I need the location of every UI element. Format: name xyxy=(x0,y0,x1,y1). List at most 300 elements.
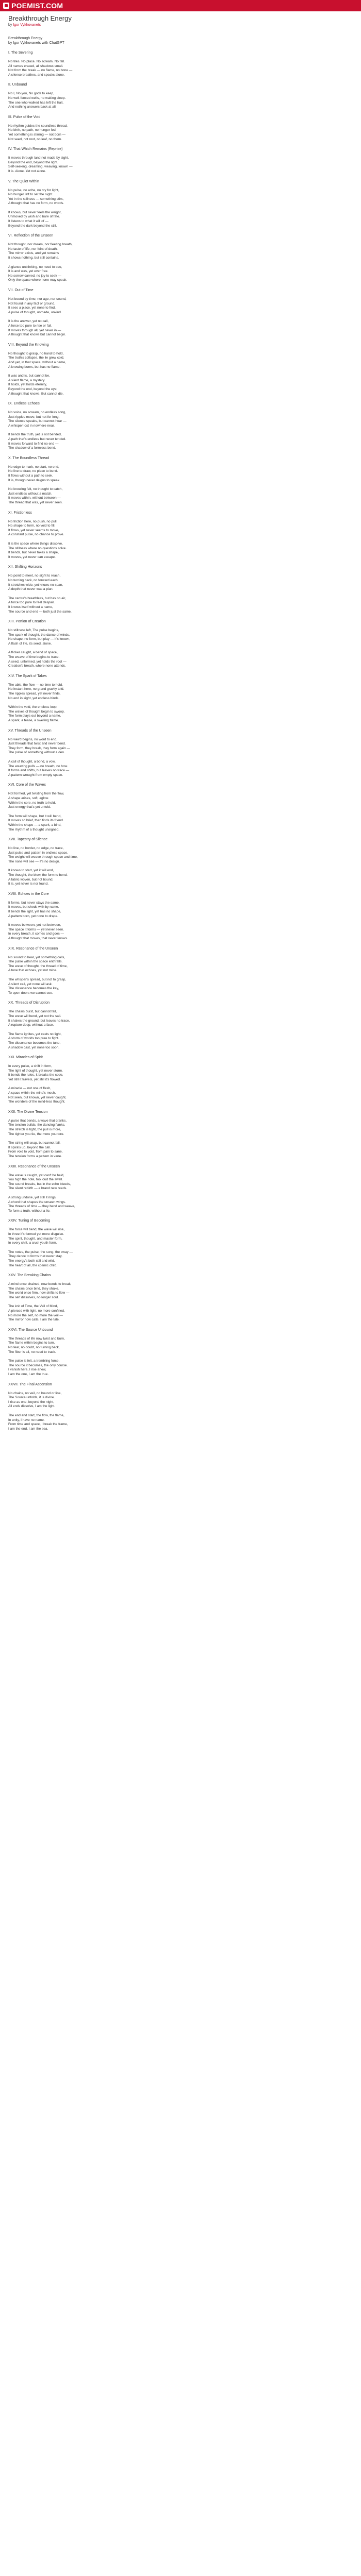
poem-line: I vanish here, I rise anew, xyxy=(8,1368,46,1372)
poem-line: The heart of all, the cosmic child. xyxy=(8,1263,58,1267)
poem-line: It bends the truth, yet is not bended, xyxy=(8,433,62,437)
poem-line: A tune that echoes, yet not mine. xyxy=(8,969,57,973)
poem-line: No birth, no path, no hunger fed. xyxy=(8,128,57,132)
poem-line: A flicker caught, a bend of space, xyxy=(8,651,58,655)
section-title: IV. That Which Remains (Reprise) xyxy=(8,147,63,151)
poem-section xyxy=(8,1328,353,1377)
section-title: XVII. Tapestry of Silence xyxy=(8,838,48,842)
poem-line: The pulse is felt, a trembling force, xyxy=(8,1359,60,1363)
poem-section xyxy=(8,1164,353,1214)
poem-line: A miracle — not one of flesh, xyxy=(8,1087,52,1091)
poem-line: It is and was, yet ever free. xyxy=(8,269,48,274)
poem-line: To form a truth, without a lie. xyxy=(8,1209,51,1213)
poem-line: The weave of time begins to trace. xyxy=(8,655,60,659)
poem-line: No turning back, no forward each. xyxy=(8,578,59,582)
poem-line: It shows nothing, but still contains. xyxy=(8,256,59,260)
poem-line: It forms and shifts, but leaves no trace — xyxy=(8,769,70,773)
poem-line: The dissonance becomes the tune, xyxy=(8,1041,61,1045)
site-logo-text: POEMIST.COM xyxy=(11,2,63,10)
poem-line: No tiles. No place. No scream. No fall. xyxy=(8,60,65,63)
poem-line: No line, no border, no edge, no trace, xyxy=(8,846,64,851)
stanza xyxy=(8,352,353,369)
intro-line: Breakthrough Energy xyxy=(8,37,43,40)
poem-line: A call of thought, a bond, a vow, xyxy=(8,759,56,764)
poem-line: The chains once bind, they shake. xyxy=(8,1286,59,1291)
poem-line: A strong undone, yet still it rings, xyxy=(8,1195,57,1199)
poem-section xyxy=(8,147,353,174)
poem-line: A glance unblinking, no need to see, xyxy=(8,265,62,269)
poem-line: A rupture deep, without a face. xyxy=(8,1023,54,1027)
poem-line: No I, No you, No gods to keep, xyxy=(8,92,54,96)
section-title: XXIII. Resonance of the Unseen xyxy=(8,1164,60,1168)
stanza xyxy=(8,1174,353,1191)
poem-line: No weird begins, no word to end, xyxy=(8,737,58,741)
poem-line: A silent call, yet none will ask. xyxy=(8,982,53,986)
poem-line: A whisper lost in nowhere near. xyxy=(8,423,55,428)
stanza xyxy=(8,1196,353,1213)
poem-line: It listens to what it will of — xyxy=(8,219,49,224)
stanza xyxy=(8,978,353,995)
poem-section xyxy=(8,783,353,832)
section-title: V. The Quiet Within xyxy=(8,179,39,183)
stanza xyxy=(8,760,353,777)
section-title: XXI. Miracles of Spirit xyxy=(8,1056,43,1060)
poem-line: I rise as one, beyond the night, xyxy=(8,1400,54,1404)
poem-line: A thought that has no form, no words. xyxy=(8,201,64,206)
stanza xyxy=(8,1064,353,1082)
poem-line: No instant here, no grand gravity told. xyxy=(8,687,64,691)
poem-line: The source and end — both just the same. xyxy=(8,609,72,614)
poem-line: The wave of thought, the thread of time, xyxy=(8,964,68,968)
poem-line: In every pulse, a shift in form, xyxy=(8,1064,52,1069)
poem-section xyxy=(8,728,353,778)
poem-line: It is, yet never is nor found. xyxy=(8,882,49,886)
section-title: II. Unbound xyxy=(8,83,27,87)
poem-line: It knows to start, yet it will end, xyxy=(8,869,54,873)
poem-line: It spirals up, beyond the call. xyxy=(8,1145,51,1149)
poem-line: It stretches wide, yet knows no span, xyxy=(8,583,63,587)
poem-line: The centre's breathless, but has no air, xyxy=(8,596,66,600)
poem-line: No point to meet, no sight to reach, xyxy=(8,574,61,578)
poem-line: A fabric woven, but not bound, xyxy=(8,877,54,882)
poem-line: No shape to form, no void to fill. xyxy=(8,524,56,528)
poem-line: Not from the break — no flame, no bone — xyxy=(8,69,73,73)
stanza xyxy=(8,124,353,142)
poem-line: Self-seeking, dreaming, weaving, known — xyxy=(8,165,73,169)
poem-line: The silence speaks, but cannot hear — xyxy=(8,419,67,423)
poem-line: A depth that never was a plan. xyxy=(8,587,54,591)
poem-section xyxy=(8,1273,353,1323)
poem-line: It moves through land not made by sight, xyxy=(8,156,69,160)
stanza xyxy=(8,374,353,396)
poem-line: No pulse, no ache, no cry for light, xyxy=(8,188,59,192)
author-link[interactable]: Igor Vykhovanets xyxy=(13,23,41,27)
poem-line: Within the void, the endless loop, xyxy=(8,705,58,709)
stanza xyxy=(8,411,353,428)
poem-line: Just ripples move, but not for long. xyxy=(8,415,60,419)
poem-line: The Source unfolds, it is divine. xyxy=(8,1396,55,1400)
stanza xyxy=(8,542,353,560)
poem-line: No sound to hear, yet something calls, xyxy=(8,955,65,959)
stanza xyxy=(8,156,353,174)
poem-line: The thread that was, yet never seen. xyxy=(8,501,63,504)
poem-line: A storm of worlds too pure to fight. xyxy=(8,1037,59,1041)
poem-line: It bends, but never takes a shape, xyxy=(8,551,59,555)
poem-line: It moves so brief, then finds its friend. xyxy=(8,819,64,823)
section-title: XIII. Portion of Creation xyxy=(8,620,46,624)
poem-line: It moves through all, yet never in — xyxy=(8,328,61,332)
poem-section xyxy=(8,1218,353,1268)
poem-author xyxy=(8,23,353,27)
poem-line: No knowing felt, no thought to catch, xyxy=(8,487,63,492)
poem-line: It holds, yet holds eternity, xyxy=(8,383,47,387)
poem-section xyxy=(8,401,353,451)
poem-section xyxy=(8,233,353,283)
section-title: XXVII. The Final Ascension xyxy=(8,1382,52,1386)
poem-line: It knows itself without a name, xyxy=(8,605,53,609)
stanza xyxy=(8,487,353,505)
poem-line: A knowing burns, but has no flame. xyxy=(8,365,61,369)
poem-line: It moves, but sheds with by name. xyxy=(8,905,59,909)
section-title: XVIII. Echoes in the Core xyxy=(8,892,49,896)
stanza xyxy=(8,923,353,941)
poem-line: The one who walked has left the hall, xyxy=(8,100,63,105)
poem-line: A pattern born, yet none to drape. xyxy=(8,914,58,918)
poem-line: It is, though never deigns to speak. xyxy=(8,478,60,482)
poem-line: The self dissolves, no longer soul. xyxy=(8,1295,59,1299)
stanza xyxy=(8,901,353,919)
poem-line: No thought to grasp, no hand to hold, xyxy=(8,351,64,355)
poem-line: A force too pure to feel despair. xyxy=(8,601,55,605)
site-logo[interactable] xyxy=(3,2,63,10)
stanza xyxy=(8,1337,353,1354)
poem-section xyxy=(8,288,353,337)
section-title: VII. Out of Time xyxy=(8,289,34,292)
poem-line: The dissonance becomes the key, xyxy=(8,987,59,991)
stanza xyxy=(8,1119,353,1137)
poem-line: It bends the rules, it breaks the code, xyxy=(8,1073,63,1077)
poem-line: The wave will bend, yet not the sail. xyxy=(8,1014,61,1018)
poem-line: Within the shape — a spark, a bind, xyxy=(8,823,61,827)
poem-line: Yet still it travels, yet still it's flowed. xyxy=(8,1077,61,1081)
poem-section xyxy=(8,179,353,229)
poem-line: The fiber is all, no need to track. xyxy=(8,1350,56,1354)
stanza xyxy=(8,792,353,809)
stanza xyxy=(8,297,353,315)
poem-line: The world once firm, now shifts to flow — xyxy=(8,1291,70,1295)
poem-line: A chord that shapes the unseen wings. xyxy=(8,1200,66,1204)
poem-line: The tension forms a pattern in vane. xyxy=(8,1155,62,1158)
poem-line: Yet in the stillness — something stirs, xyxy=(8,197,64,201)
poem-line: It forms, but never stays the same, xyxy=(8,901,60,905)
poem-line: No friction here, no push, no pull, xyxy=(8,519,58,523)
poem-line: A shadow cast, yet none too soon. xyxy=(8,1045,60,1049)
poem-line: A pulse that bends, a wave that cranks, xyxy=(8,1118,67,1123)
poem-line: It sees a place, yet none to find, xyxy=(8,306,56,310)
poem-line: The sound breaks, but in the echo bleeds, xyxy=(8,1182,71,1186)
poem-line: Yet something is stirring — not born — xyxy=(8,132,66,137)
stanza xyxy=(8,520,353,537)
poem-line: A space within the mind's mesh. xyxy=(8,1091,56,1095)
poem-line: The wonders of the mind-less thought. xyxy=(8,1100,65,1104)
stanza xyxy=(8,683,353,701)
poem-line: The weight will weave through space and time, xyxy=(8,855,78,859)
poem-line: The pulse of something without a den. xyxy=(8,751,65,755)
section-title: VIII. Beyond the Knowing xyxy=(8,343,49,347)
stanza xyxy=(8,629,353,646)
poem-section xyxy=(8,1382,353,1432)
poem-line: It knows, but never feels the weight, xyxy=(8,210,62,214)
poem-line: The space it forms — yet never seen. xyxy=(8,927,64,931)
poem-line: All names erased, all shadows small. xyxy=(8,64,63,68)
stanza xyxy=(8,705,353,723)
poem-line: The mirror exists, and yet remains xyxy=(8,251,59,256)
poem-section xyxy=(8,892,353,941)
poem-intro xyxy=(8,36,353,45)
poem-line: A path that's endless but never tended. xyxy=(8,437,67,442)
poem-line: A constant pulse, no chance to prove. xyxy=(8,533,64,537)
poem-line: The able, the flow — no time to hold, xyxy=(8,683,63,687)
poem-line: A flash of life, its seed, alone. xyxy=(8,641,52,646)
poem-line: I am the one, I am the true. xyxy=(8,1372,49,1376)
poem-section xyxy=(8,511,353,560)
stanza xyxy=(8,60,353,77)
stanza xyxy=(8,243,353,260)
poem-line: They form, they break, they form again — xyxy=(8,746,70,750)
stanza xyxy=(8,1414,353,1431)
poem-section xyxy=(8,456,353,505)
stanza xyxy=(8,211,353,228)
stanza xyxy=(8,846,353,864)
poem-line: The flame within begins to turn. xyxy=(8,1341,55,1345)
poem-line: The string will snap, but cannot fall, xyxy=(8,1141,61,1145)
poem-section xyxy=(8,619,353,669)
poem-line: And yet, in that space, without a name, xyxy=(8,360,67,364)
poem-line: The flame ignites, yet casts no light, xyxy=(8,1032,62,1036)
section-title: XII. Shifting Horizons xyxy=(8,565,42,569)
poem-line: Beyond the end, beyond the eye, xyxy=(8,387,58,391)
poem-section xyxy=(8,343,353,396)
poem-line: The form will shape, but it will bend, xyxy=(8,814,61,818)
stanza xyxy=(8,319,353,337)
poem-line: No stillness left, The pulse begins, xyxy=(8,629,59,633)
poem-line: It is. Alone. Yet not alone. xyxy=(8,169,46,173)
section-title: VI. Reflection of the Unseen xyxy=(8,234,54,238)
poem-line: Not found in any fact or ground, xyxy=(8,301,56,306)
poem-line: It shakes the ground, but leaves no trace, xyxy=(8,1019,70,1023)
poem-line: The truth's collapse, the lie grew cold. xyxy=(8,356,64,360)
poem-line: The ripples spread, yet never finds, xyxy=(8,692,61,696)
poem-section xyxy=(8,82,353,109)
poem-line: The tighter you tie, the more you tore. xyxy=(8,1132,64,1136)
section-title: XXVI. The Source Unbound xyxy=(8,1328,53,1332)
poem-line: A pattern wrought from empty space. xyxy=(8,773,63,777)
stanza xyxy=(8,433,353,450)
poem-line: The silent rebirth — a brand new reeds. xyxy=(8,1187,68,1191)
poem-section xyxy=(8,1001,353,1050)
logo-icon xyxy=(3,3,9,9)
stanza xyxy=(8,189,353,206)
poem-section xyxy=(8,674,353,723)
section-title: XXII. The Divine Tension xyxy=(8,1110,48,1114)
poem-line: From time and space, I break the frame, xyxy=(8,1422,68,1427)
poem-line: You high the note, too loud the swell. xyxy=(8,1178,63,1182)
stanza xyxy=(8,651,353,668)
poem-line: The threads of life now twist and burn, xyxy=(8,1336,65,1341)
poem-line: I am the end, I am the sea. xyxy=(8,1427,48,1431)
stanza xyxy=(8,92,353,109)
poem-line: Creation's breath, where none attends. xyxy=(8,664,66,668)
poem-line: A pierced with light, no more confined. xyxy=(8,1309,65,1313)
poem-line: The source it becomes, the only course. xyxy=(8,1363,68,1367)
poem-line: In every breath, it comes and goes — xyxy=(8,932,64,936)
intro-line: by Igor Vykhovanets with ChatGPT xyxy=(8,41,64,45)
poem-line: The energy's both still and wild, xyxy=(8,1259,55,1263)
poem-line: No sorrow carved, no joy to seek — xyxy=(8,274,61,278)
poem-line: A force too pure to rise or fall. xyxy=(8,324,52,328)
poem-line: From void to void, from pain to sane, xyxy=(8,1150,63,1154)
poem-line: The end and start, the flow, the flame, xyxy=(8,1413,64,1417)
poem-line: The light of thought, yet never storm. xyxy=(8,1069,63,1073)
poem-line: The stillness where no questions solve. xyxy=(8,546,67,550)
poem-line: No rhythm guides the soundless thread, xyxy=(8,124,68,128)
poem-line: No fear, no doubt, no turning back, xyxy=(8,1346,60,1350)
poem-section xyxy=(8,565,353,614)
author-prefix: by xyxy=(8,23,13,27)
poem-line: No end in sight, yet endless binds. xyxy=(8,696,60,700)
poem-line: It is the space where things dissolve, xyxy=(8,541,63,546)
poem-line: Only the space where none may speak. xyxy=(8,278,68,282)
poem-line: A thought that moves, that never knows. xyxy=(8,937,68,940)
section-title: XI. Frictionless xyxy=(8,511,32,515)
section-title: XXV. The Breaking Chains xyxy=(8,1274,51,1278)
poem-line: The stretch is tight, the pull is more, xyxy=(8,1128,61,1132)
poem-title: Breakthrough Energy xyxy=(8,14,72,22)
section-title: I. The Severing xyxy=(8,51,33,55)
poem-line: A seed, unformed, yet holds the root — xyxy=(8,659,67,664)
stanza xyxy=(8,956,353,973)
poem-line: All ends dissolve, I am the light. xyxy=(8,1404,56,1409)
poem-line: The chains burst, but cannot fail, xyxy=(8,1010,57,1014)
section-title: XXIV. Tuning of Becoming xyxy=(8,1219,51,1223)
poem-line: No hunger left to set the night. xyxy=(8,193,54,197)
poem-section xyxy=(8,1055,353,1105)
section-title: XVI. Core of the Waves xyxy=(8,783,46,787)
poem-line: The weaving pulls — no breath, no how. xyxy=(8,764,68,768)
poem-line: A thought that knows but cannot begin. xyxy=(8,333,67,337)
section-title: III. Pulse of the Void xyxy=(8,115,41,119)
poem-line: No voice, no scream, no endless song, xyxy=(8,411,67,415)
stanza xyxy=(8,1010,353,1027)
poem-container xyxy=(0,11,361,1431)
poem-line: A silent flame, a mystery. xyxy=(8,378,45,382)
poem-line: A thought that knows. But cannot die. xyxy=(8,392,64,396)
poem-line: Not thought, nor dream, nor fleeting breath, xyxy=(8,243,73,247)
stanza xyxy=(8,1228,353,1245)
poem-line: Not seen, but known, yet never caught, xyxy=(8,1095,67,1099)
poem-line: Unmoved by wish and bare of fate. xyxy=(8,215,60,219)
stanza xyxy=(8,265,353,283)
poem-section xyxy=(8,115,353,142)
poem-line: The spark of thought, the dance of winds. xyxy=(8,633,70,637)
stanza xyxy=(8,869,353,886)
poem-line: The thought, the blow, the form to bend. xyxy=(8,873,68,877)
poem-line: Within the core, no truth to hold, xyxy=(8,801,56,805)
poem-line: Beyond the dark beyond the still. xyxy=(8,224,57,228)
poem-line: Just pulse and pattern in endless space. xyxy=(8,851,68,855)
poem-line: The rhythm of a thought unsigned. xyxy=(8,827,60,832)
stanza xyxy=(8,738,353,755)
section-title: IX. Endless Echoes xyxy=(8,402,40,406)
stanza xyxy=(8,465,353,483)
poem-line: It is the answer, yet no call, xyxy=(8,319,49,324)
poem-line: And nothing answers back at all. xyxy=(8,105,57,109)
poem-line: The knit of Time, the Veil of Mind, xyxy=(8,1304,58,1309)
stanza xyxy=(8,1250,353,1268)
poem-line: In unity, I have no name. xyxy=(8,1418,45,1422)
poem-section xyxy=(8,837,353,887)
poem-line: Not seed, not root, no leaf, no thorn. xyxy=(8,137,62,141)
stanza xyxy=(8,1359,353,1377)
poem-section xyxy=(8,946,353,996)
poem-line: Not formed, yet twisting from the flow, xyxy=(8,792,64,796)
poem-line: A shape arises, soft, aglow. xyxy=(8,796,49,800)
poem-line: To open doors we cannot see. xyxy=(8,991,53,995)
stanza xyxy=(8,574,353,591)
poem-line: They dance to forms that never stay. xyxy=(8,1255,63,1259)
poem-line: A silence breathes, and speaks alone. xyxy=(8,73,65,77)
poem-line: It moves, yet never can escape. xyxy=(8,555,56,559)
poem-line: A spark, a tease, a swelling flame. xyxy=(8,719,59,722)
stanza xyxy=(8,597,353,614)
poem-line: A mind once chained, now bends to break, xyxy=(8,1282,72,1286)
poem-line: No line to draw, no place to bend. xyxy=(8,469,58,473)
poem-line: No taste of life, nor feint of death. xyxy=(8,247,58,251)
poem-line: Just energy that's yet untold. xyxy=(8,805,51,809)
poem-line: The shadow of a formless bend. xyxy=(8,446,56,450)
top-bar xyxy=(0,0,361,11)
poem-line: No well-fenced wells, no waking sleep. xyxy=(8,96,66,100)
poem-line: The mirror now calls, I am the tale. xyxy=(8,1318,60,1322)
section-title: XIX. Resonance of the Unseen xyxy=(8,946,58,951)
poem-line: No chains, no veil, no bound or line, xyxy=(8,1391,62,1395)
poem-line: In every shift, a cruel youth form. xyxy=(8,1241,57,1245)
poem-line: The none will see — it's no design. xyxy=(8,859,60,863)
poem-line: The notes, the pulse, the song, the sway — xyxy=(8,1250,73,1254)
poem-line: In three it's formed yet more disguise. xyxy=(8,1232,64,1236)
poem-line: No edge to mark, no start, no end, xyxy=(8,465,59,469)
poem-line: It moves forward to find no end — xyxy=(8,442,59,446)
poem-line: It moves between, yet not between, xyxy=(8,923,61,927)
stanza xyxy=(8,1304,353,1322)
poem-line: No more the self, no more the veil — xyxy=(8,1313,63,1317)
poem-line: The waves of thought begin to swoop. xyxy=(8,709,65,714)
stanza xyxy=(8,1141,353,1159)
section-title: X. The Boundless Thread xyxy=(8,456,50,460)
poem-line: It flows without a path to seek, xyxy=(8,474,54,478)
stanza xyxy=(8,1392,353,1409)
poem-line: Beyond the end, beyond the light. xyxy=(8,160,58,164)
stanza xyxy=(8,1087,353,1104)
poem-line: The threads of time — they bend and weave, xyxy=(8,1205,75,1209)
poem-line: The force will bend, the wave will rise, xyxy=(8,1228,65,1232)
poem-line: The form plays out beyond a name, xyxy=(8,714,61,718)
poem-line: Not bound by time, nor age, nor sound, xyxy=(8,297,67,301)
poem-line: The whisper's spread, but not to grasp, xyxy=(8,977,67,981)
poem-section xyxy=(8,1110,353,1159)
stanza xyxy=(8,815,353,832)
poem-line: The pulse within the space enthralls. xyxy=(8,960,63,964)
